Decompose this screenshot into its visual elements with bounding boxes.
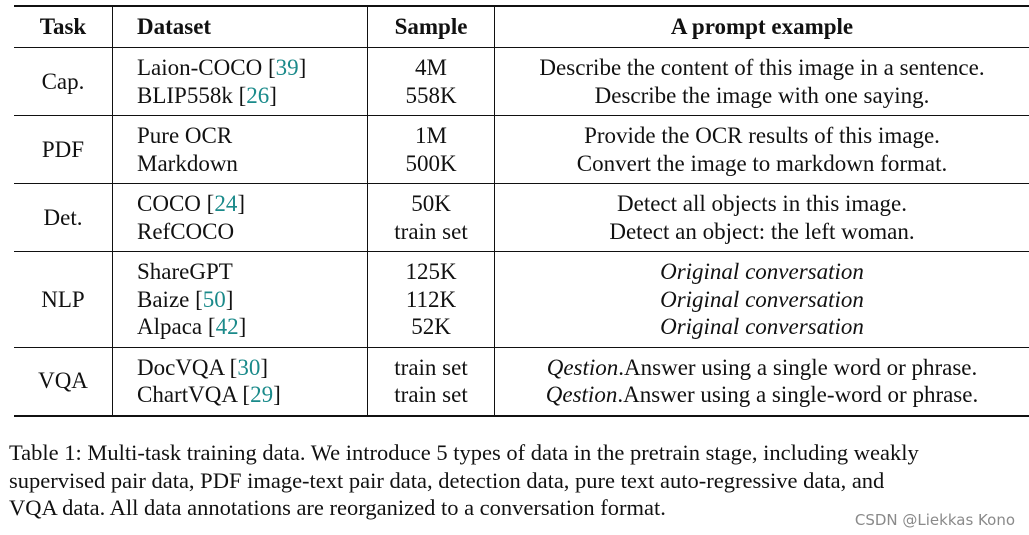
prompt-example (495, 258, 1029, 286)
sample-cell (368, 184, 495, 252)
task-label: PDF (41, 136, 85, 162)
table-group (14, 48, 1029, 116)
caption-line: supervised pair data, PDF image-text pair data, detection data, pure text auto-regressive data, and (9, 467, 885, 493)
citation-link[interactable]: 39 (275, 55, 299, 80)
header-sample: Sample (368, 6, 495, 48)
prompt-example (495, 286, 1029, 314)
dataset-label: BLIP558k (137, 82, 233, 108)
prompt-italic-part: Qestion (546, 354, 619, 380)
dataset-name: ChartVQA [29] (137, 382, 281, 407)
dataset-label: Baize (137, 286, 190, 312)
multi-task-data-table (14, 5, 1029, 417)
sample-value: 500K (405, 150, 457, 176)
dataset-label: DocVQA (137, 354, 224, 380)
task-cell (14, 116, 113, 184)
dataset-name (137, 150, 367, 178)
citation-link[interactable]: 24 (214, 191, 238, 216)
citation-link[interactable]: 30 (237, 354, 261, 380)
prompt-text: Describe the content of this image in a sentence. (539, 55, 985, 80)
task-cell (14, 347, 113, 416)
dataset-cell (113, 252, 368, 348)
prompt-text: Detect an object: the left woman. (609, 218, 915, 244)
dataset-name: Baize [50] (137, 286, 234, 312)
dataset-label: ShareGPT (137, 259, 233, 284)
dataset-label: ChartVQA (137, 382, 237, 407)
sample-value: 112K (405, 286, 457, 312)
dataset-name (137, 258, 367, 286)
dataset-label: RefCOCO (137, 218, 235, 244)
dataset-label: Alpaca (137, 314, 203, 339)
prompt-example (495, 54, 1029, 82)
dataset-name (137, 122, 367, 150)
citation-link[interactable]: 50 (202, 286, 226, 312)
sample-value: 52K (411, 314, 451, 339)
watermark: CSDN @Liekkas Kono (854, 511, 1015, 529)
task-cell (14, 252, 113, 348)
dataset-label: Laion-COCO (137, 55, 263, 80)
task-label: Cap. (41, 68, 85, 94)
prompt-example (495, 82, 1029, 110)
sample-value: 1M (415, 123, 447, 148)
sample-value: 125K (405, 259, 457, 284)
sample-value: 4M (415, 55, 447, 80)
sample-value: 558K (405, 82, 457, 108)
table-row (14, 116, 1029, 184)
dataset-label: Pure OCR (137, 123, 233, 148)
sample-cell (368, 116, 495, 184)
prompt-text: .Answer using a single-word or phrase. (617, 382, 979, 407)
header-task: Task (14, 6, 113, 48)
caption-line: VQA data. All data annotations are reorganized to a conversation format. (9, 495, 666, 520)
prompt-text: Provide the OCR results of this image. (584, 123, 940, 148)
table-group (14, 347, 1029, 416)
dataset-name: BLIP558k [26] (137, 82, 277, 108)
citation-link[interactable]: 42 (215, 314, 239, 339)
task-label: Det. (43, 204, 83, 230)
table-row (14, 48, 1029, 116)
table-row (14, 347, 1029, 416)
task-label: VQA (38, 368, 88, 394)
prompt-text: Detect all objects in this image. (617, 191, 907, 216)
caption-line: Table 1: Multi-task training data. We introduce 5 types of data in the pretrain stage, including weakly (9, 440, 919, 465)
prompt-italic-part: Qestion (545, 382, 618, 407)
citation-link[interactable]: 29 (250, 382, 274, 407)
sample-value: train set (394, 382, 468, 407)
task-cell (14, 48, 113, 116)
prompt-cell (495, 48, 1029, 116)
dataset-name: DocVQA [30] (137, 354, 268, 380)
prompt-text: Original conversation (660, 314, 864, 339)
prompt-example (495, 313, 1029, 341)
task-cell (14, 184, 113, 252)
table-group (14, 116, 1029, 184)
prompt-cell (495, 184, 1029, 252)
prompt-text: Convert the image to markdown format. (576, 150, 948, 176)
prompt-example (495, 122, 1029, 150)
sample-cell (368, 347, 495, 416)
task-label: NLP (41, 286, 85, 312)
dataset-label: Markdown (137, 150, 238, 176)
prompt-example (495, 218, 1029, 246)
table-group (14, 184, 1029, 252)
table-group (14, 252, 1029, 348)
dataset-name: Laion-COCO [39] (137, 55, 307, 80)
prompt-example (495, 381, 1029, 409)
dataset-name: Alpaca [42] (137, 314, 247, 339)
dataset-name: COCO [24] (137, 191, 245, 216)
prompt-example (495, 150, 1029, 178)
dataset-cell (113, 347, 368, 416)
prompt-cell (495, 347, 1029, 416)
prompt-text: Describe the image with one saying. (594, 82, 930, 108)
header-dataset: Dataset (113, 6, 368, 48)
dataset-label: COCO (137, 191, 201, 216)
prompt-cell (495, 116, 1029, 184)
sample-value: train set (394, 218, 468, 244)
dataset-cell (113, 116, 368, 184)
sample-cell (368, 48, 495, 116)
prompt-cell (495, 252, 1029, 348)
table-row (14, 252, 1029, 348)
prompt-example (495, 190, 1029, 218)
prompt-text: Original conversation (660, 259, 864, 284)
table-header-row (14, 6, 1029, 48)
table-caption (9, 439, 1019, 522)
sample-value: train set (394, 354, 468, 380)
citation-link[interactable]: 26 (246, 82, 270, 108)
prompt-text: Original conversation (660, 286, 864, 312)
prompt-example (495, 354, 1029, 382)
dataset-cell (113, 184, 368, 252)
dataset-cell (113, 48, 368, 116)
sample-cell (368, 252, 495, 348)
dataset-name (137, 218, 367, 246)
table-row (14, 184, 1029, 252)
prompt-text: .Answer using a single word or phrase. (618, 354, 978, 380)
header-prompt: A prompt example (495, 6, 1029, 48)
sample-value: 50K (411, 191, 451, 216)
